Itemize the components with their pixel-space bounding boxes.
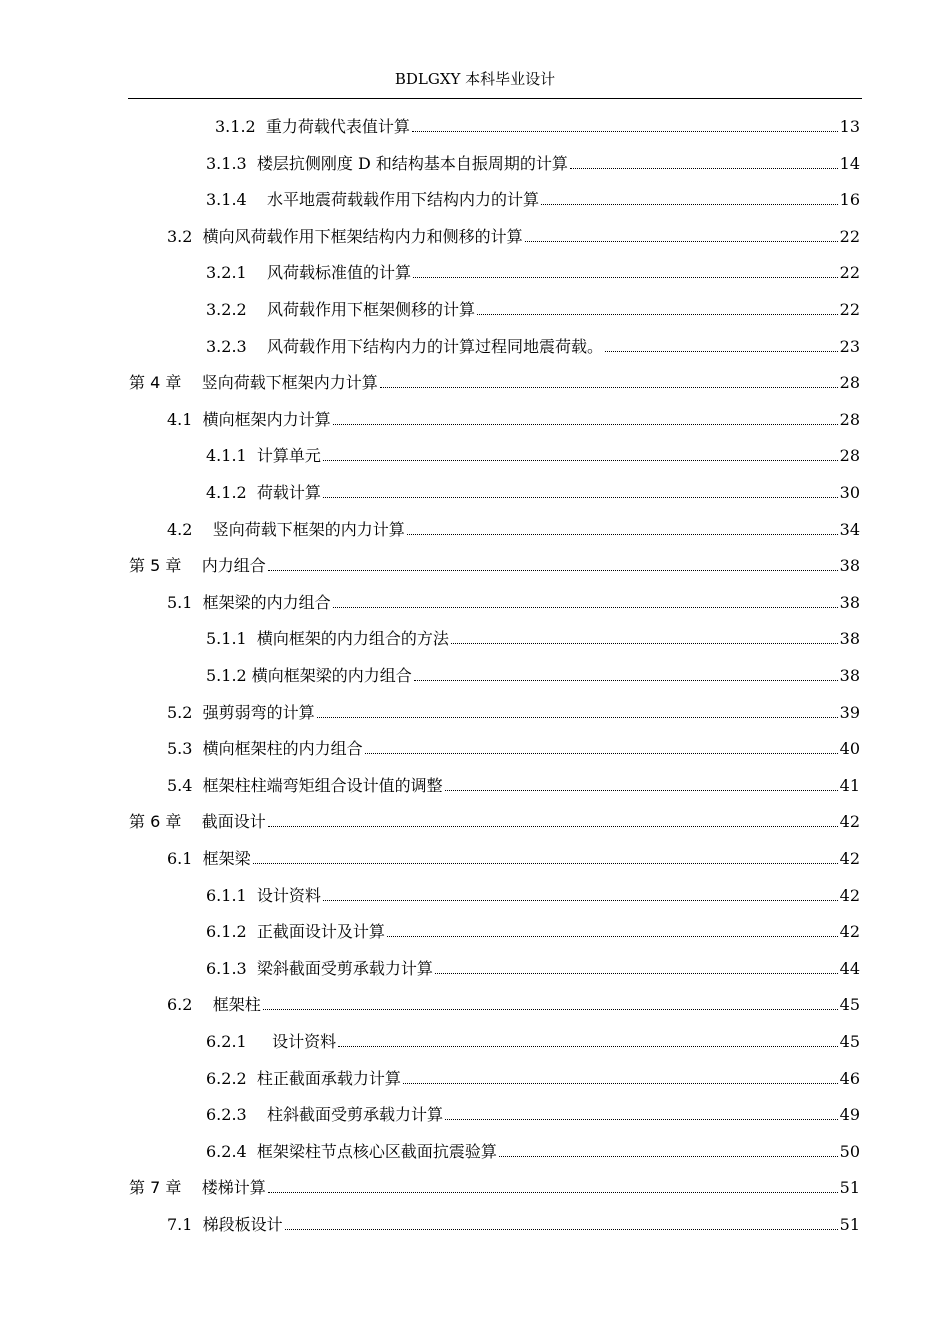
toc-entry[interactable] <box>206 188 860 212</box>
toc-entry[interactable] <box>167 225 860 249</box>
toc-entry-label: 4.1.1 计算单元 <box>206 446 321 466</box>
toc-entry-page-number: 42 <box>839 849 860 868</box>
toc-entry[interactable] <box>206 1103 860 1127</box>
toc-entry-label: 5.1 框架梁的内力组合 <box>167 592 331 612</box>
toc-dot-leader <box>525 241 838 242</box>
toc-entry[interactable] <box>167 408 860 432</box>
toc-entry-label: 6.1.2 正截面设计及计算 <box>206 922 385 942</box>
toc-entry-page-number: 40 <box>839 739 860 759</box>
toc-entry[interactable] <box>167 591 860 615</box>
toc-entry-page-number: 51 <box>839 1215 860 1234</box>
toc-dot-leader <box>605 351 838 352</box>
toc-entry-label: 4.2 竖向荷载下框架的内力计算 <box>167 519 405 539</box>
toc-dot-leader <box>541 204 838 205</box>
toc-entry-label: 6.2.4 框架梁柱节点核心区截面抗震验算 <box>206 1141 497 1161</box>
toc-entry-page-number: 30 <box>839 483 860 502</box>
toc-entry-page-number: 38 <box>839 592 860 612</box>
toc-entry-label: 第 6 章 截面设计 <box>129 812 266 832</box>
toc-entry-label: 5.4 框架柱柱端弯矩组合设计值的调整 <box>167 775 443 795</box>
toc-dot-leader <box>445 790 838 791</box>
toc-entry-page-number: 28 <box>839 373 860 393</box>
toc-entry-page-number: 50 <box>839 1141 860 1161</box>
toc-dot-leader <box>268 826 838 827</box>
toc-entry[interactable] <box>206 444 860 468</box>
toc-entry-label: 3.2.2 风荷载作用下框架侧移的计算 <box>206 300 476 319</box>
toc-entry-page-number: 34 <box>839 519 860 539</box>
toc-entry[interactable] <box>215 115 860 139</box>
toc-entry[interactable] <box>206 481 860 505</box>
toc-dot-leader <box>323 497 838 498</box>
toc-dot-leader <box>570 168 838 169</box>
toc-entry[interactable] <box>206 884 860 908</box>
toc-entry-page-number: 42 <box>839 885 860 905</box>
toc-entry-page-number: 23 <box>839 336 860 356</box>
toc-dot-leader <box>413 277 838 278</box>
toc-entry-label: 6.2 框架柱 <box>167 995 261 1015</box>
toc-entry-label: 6.1.3 梁斜截面受剪承载力计算 <box>206 958 433 978</box>
toc-entry-label: 5.1.2 横向框架梁的内力组合 <box>206 666 412 685</box>
toc-entry[interactable] <box>206 152 860 176</box>
toc-entry[interactable] <box>167 1213 860 1237</box>
toc-entry-label: 第 7 章 楼梯计算 <box>129 1178 266 1198</box>
toc-entry[interactable] <box>206 1067 860 1091</box>
toc-entry[interactable] <box>129 371 860 395</box>
toc-entry[interactable] <box>167 993 860 1017</box>
header-rule <box>128 98 862 99</box>
toc-dot-leader <box>323 900 838 901</box>
toc-entry-page-number: 44 <box>839 958 860 978</box>
toc-entry-page-number: 49 <box>839 1105 860 1125</box>
toc-dot-leader <box>407 534 838 535</box>
toc-entry[interactable] <box>129 1176 860 1200</box>
toc-entry-label: 3.1.4 水平地震荷载载作用下结构内力的计算 <box>206 190 540 210</box>
toc-entry-page-number: 38 <box>839 556 860 576</box>
toc-entry[interactable] <box>167 701 860 725</box>
toc-entry-label: 5.2 强剪弱弯的计算 <box>167 702 315 722</box>
toc-entry-label: 3.2.3 风荷载作用下结构内力的计算过程同地震荷载。 <box>206 336 604 356</box>
toc-dot-leader <box>333 607 838 608</box>
toc-entry[interactable] <box>206 957 860 981</box>
toc-entry-page-number: 38 <box>839 666 860 685</box>
toc-entry-page-number: 13 <box>839 117 860 136</box>
toc-entry-label: 3.1.3 楼层抗侧刚度 D 和结构基本自振周期的计算 <box>206 153 568 173</box>
toc-dot-leader <box>380 387 838 388</box>
toc-entry-page-number: 46 <box>839 1068 860 1088</box>
toc-dot-leader <box>263 1009 838 1010</box>
toc-entry-page-number: 42 <box>839 922 860 942</box>
toc-dot-leader <box>285 1229 838 1230</box>
page-header: BDLGXY 本科毕业设计 <box>394 70 556 88</box>
toc-entry-page-number: 28 <box>839 446 860 466</box>
toc-dot-leader <box>323 460 838 461</box>
toc-dot-leader <box>499 1156 838 1157</box>
toc-dot-leader <box>387 936 838 937</box>
toc-entry-page-number: 16 <box>839 190 860 210</box>
toc-dot-leader <box>412 131 838 132</box>
toc-entry-label: 第 4 章 竖向荷载下框架内力计算 <box>129 373 378 393</box>
toc-dot-leader <box>445 1119 838 1120</box>
toc-entry-label: 6.1.1 设计资料 <box>206 885 321 905</box>
toc-entry-page-number: 45 <box>839 1032 860 1051</box>
toc-entry[interactable] <box>167 518 860 542</box>
toc-entry-page-number: 28 <box>839 409 860 429</box>
toc-entry[interactable] <box>167 737 860 761</box>
toc-entry-label: 6.2.3 柱斜截面受剪承载力计算 <box>206 1105 444 1125</box>
toc-entry[interactable] <box>167 774 860 798</box>
toc-entry-page-number: 38 <box>839 629 860 649</box>
toc-entry-label: 4.1.2 荷载计算 <box>206 483 321 502</box>
toc-entry-page-number: 22 <box>839 226 860 246</box>
toc-entry[interactable] <box>206 1140 860 1164</box>
toc-dot-leader <box>253 863 838 864</box>
toc-entry-page-number: 14 <box>839 153 860 173</box>
toc-dot-leader <box>451 643 838 644</box>
toc-dot-leader <box>414 680 838 681</box>
toc-entry-label: 5.1.1 横向框架的内力组合的方法 <box>206 629 449 649</box>
toc-entry-label: 3.2 横向风荷载作用下框架结构内力和侧移的计算 <box>167 226 523 246</box>
toc-entry[interactable] <box>129 810 860 834</box>
toc-entry-page-number: 22 <box>839 300 860 319</box>
toc-dot-leader <box>435 973 838 974</box>
toc-dot-leader <box>317 717 838 718</box>
toc-entry[interactable] <box>206 1030 860 1054</box>
toc-entry-page-number: 39 <box>839 702 860 722</box>
toc-dot-leader <box>268 570 838 571</box>
toc-dot-leader <box>268 1192 838 1193</box>
toc-entry-page-number: 45 <box>839 995 860 1015</box>
toc-dot-leader <box>333 424 838 425</box>
toc-entry[interactable] <box>167 847 860 871</box>
toc-dot-leader <box>338 1046 837 1047</box>
toc-entry-label: 3.1.2 重力荷载代表值计算 <box>215 117 410 136</box>
toc-entry-label: 第 5 章 内力组合 <box>129 556 266 576</box>
toc-entry-page-number: 41 <box>839 775 860 795</box>
toc-entry-label: 6.2.1 设计资料 <box>206 1032 337 1051</box>
toc-entry[interactable] <box>129 554 860 578</box>
toc-entry-label: 6.2.2 柱正截面承载力计算 <box>206 1068 401 1088</box>
toc-entry[interactable] <box>206 298 860 322</box>
toc-entry-page-number: 42 <box>839 812 860 832</box>
toc-entry[interactable] <box>206 261 860 285</box>
toc-entry-label: 7.1 梯段板设计 <box>167 1215 283 1234</box>
toc-entry[interactable] <box>206 627 860 651</box>
toc-entry-label: 3.2.1 风荷载标准值的计算 <box>206 263 412 283</box>
toc-entry[interactable] <box>206 664 860 688</box>
toc-entry-label: 5.3 横向框架柱的内力组合 <box>167 739 363 759</box>
toc-entry-label: 6.1 框架梁 <box>167 849 251 868</box>
toc-dot-leader <box>477 314 838 315</box>
toc-entry-label: 4.1 横向框架内力计算 <box>167 409 331 429</box>
toc-dot-leader <box>365 753 838 754</box>
toc-entry-page-number: 22 <box>839 263 860 283</box>
toc-entry-page-number: 51 <box>839 1178 860 1198</box>
toc-dot-leader <box>403 1083 838 1084</box>
toc-entry[interactable] <box>206 335 860 359</box>
toc-entry[interactable] <box>206 920 860 944</box>
